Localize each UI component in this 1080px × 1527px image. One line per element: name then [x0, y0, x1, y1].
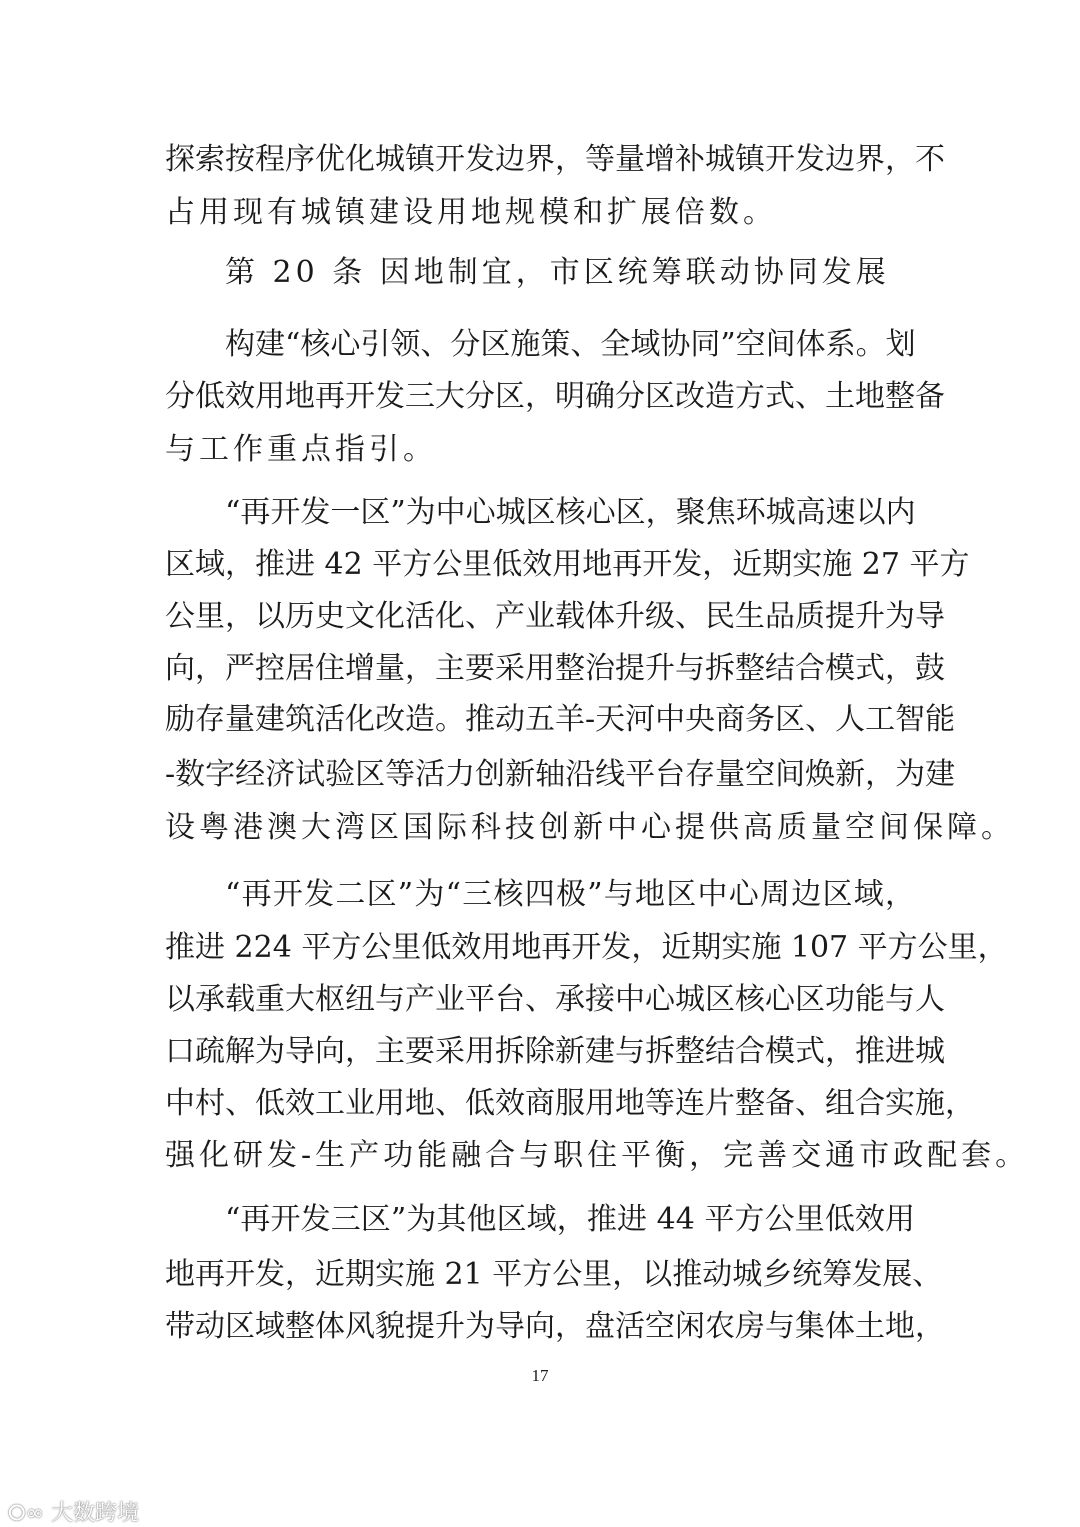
paragraph-line: 设粤港澳大湾区国际科技创新中心提供高质量空间保障。 — [165, 810, 1015, 845]
paragraph-line: 推进 224 平方公里低效用地再开发，近期实施 107 平方公里， — [165, 930, 1008, 965]
paragraph-line: 探索按程序优化城镇开发边界，等量增补城镇开发边界，不 — [165, 142, 945, 177]
paragraph-line: 公里，以历史文化活化、产业载体升级、民生品质提升为导 — [165, 599, 945, 634]
page-number: 17 — [531, 1366, 549, 1385]
paragraph-line: 中村、低效工业用地、低效商服用地等连片整备、组合实施， — [165, 1086, 975, 1121]
paragraph-line: 与工作重点指引。 — [165, 432, 437, 467]
paragraph-line: -数字经济试验区等活力创新轴沿线平台存量空间焕新，为建 — [165, 757, 956, 792]
paragraph-line: 地再开发，近期实施 21 平方公里，以推动城乡统筹发展、 — [165, 1257, 943, 1292]
watermark-text: 大数跨境 — [50, 1501, 139, 1526]
paragraph-line: 分低效用地再开发三大分区，明确分区改造方式、土地整备 — [165, 379, 945, 414]
paragraph-line: “再开发二区”为“三核四极”与地区中心周边区域， — [225, 877, 915, 912]
paragraph-line: “再开发一区”为中心城区核心区，聚焦环城高速以内 — [225, 495, 916, 530]
paragraph-line: 带动区域整体风貌提升为导向，盘活空闲农房与集体土地， — [165, 1309, 945, 1344]
paragraph-line: 构建“核心引领、分区施策、全域协同”空间体系。划 — [225, 327, 916, 362]
paragraph-line: 强化研发-生产功能融合与职住平衡，完善交通市政配套。 — [165, 1138, 1030, 1173]
paragraph-line: 区域，推进 42 平方公里低效用地再开发，近期实施 27 平方 — [165, 547, 970, 582]
watermark-icon: ⭘∞ — [8, 1501, 44, 1526]
paragraph-line: 向，严控居住增量，主要采用整治提升与拆整结合模式，鼓 — [165, 651, 945, 686]
paragraph-line: 以承载重大枢纽与产业平台、承接中心城区核心区功能与人 — [165, 982, 945, 1017]
paragraph-line: 励存量建筑活化改造。推动五羊-天河中央商务区、人工智能 — [165, 702, 956, 737]
paragraph-line: 口疏解为导向，主要采用拆除新建与拆整结合模式，推进城 — [165, 1034, 945, 1069]
paragraph-line: 占用现有城镇建设用地规模和扩展倍数。 — [165, 195, 777, 230]
watermark-logo — [8, 1496, 139, 1527]
article-heading: 第 20 条 因地制宜，市区统筹联动协同发展 — [225, 255, 890, 290]
paragraph-line: “再开发三区”为其他区域，推进 44 平方公里低效用 — [225, 1202, 915, 1237]
